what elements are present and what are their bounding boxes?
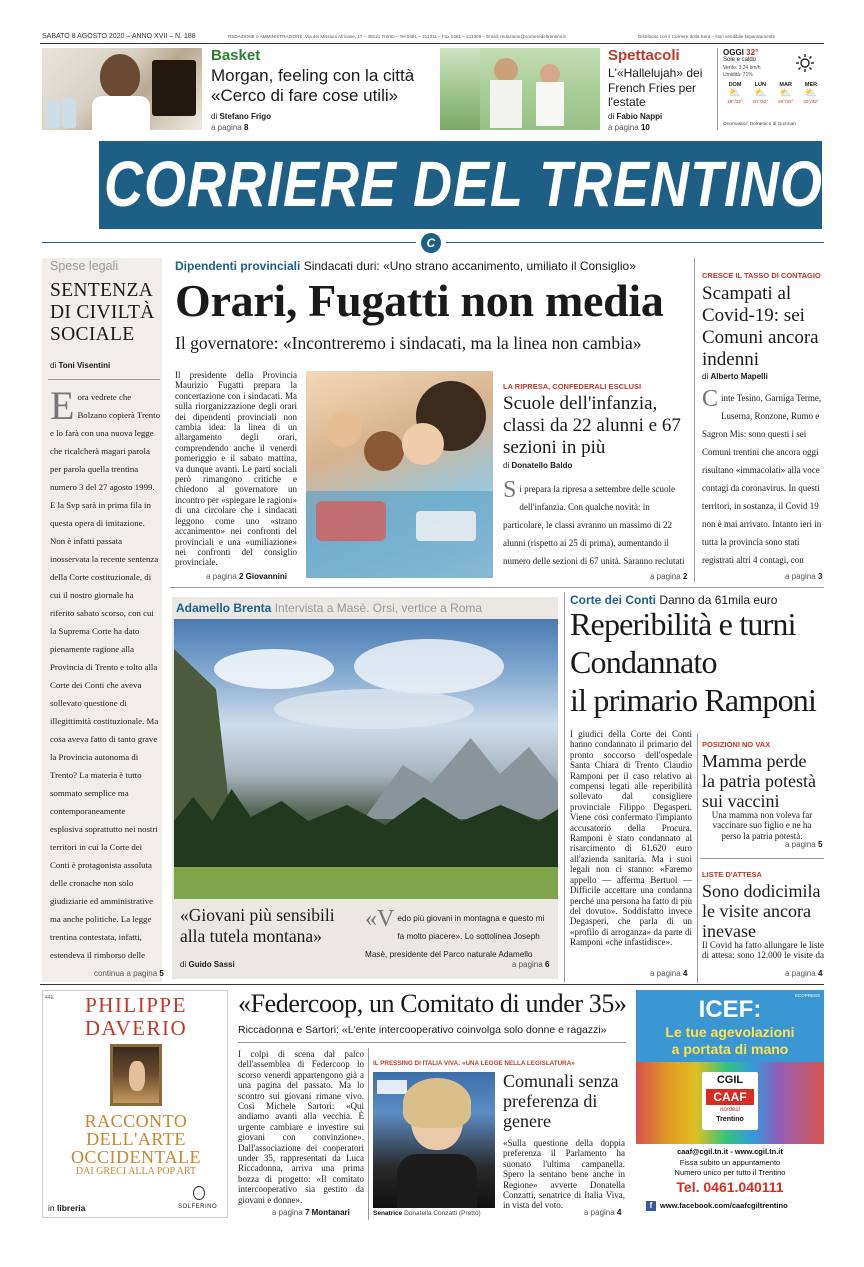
spettacoli-photo [440,48,600,130]
editorial-byline: di Toni Visentini [50,361,111,370]
editorial-dropcap: E [50,387,75,428]
school-dropcap: S [503,479,517,503]
federcoop-subtitle: Riccadonna e Sartori: «L'ente intercooperativo coinvolga solo donne e ragazzi» [238,1024,607,1036]
adamello-byline: di Guido Sassi [180,960,235,969]
corte-divider [564,592,565,982]
weather-humidity: Umidità: 71% [723,72,753,78]
teaser-spettacoli-byline: di Fabio Nappi [608,112,663,121]
partly-cloudy-icon: ⛅ [754,88,767,99]
attesa-body: Il Covid ha fatto allungare le liste di attesa: sono 12.000 le visite da [702,940,824,961]
school-body: S i prepara la ripresa a settembre delle scuole dell'infanzia. Con qualche novità: in particolare, le classi avranno un massimo di 22 alunni (rispetto ai 25 di prima), aumentando il numero delle sezioni di 67 unità. Saranno reclutati [503,479,685,566]
weather-forecast [723,82,823,105]
corte-page[interactable]: a pagina 4 [650,969,688,978]
weather-wind: Vento: 3,24 km/h [723,65,761,71]
redazione-line: REDAZIONE e AMMINISTRAZIONE: Via dei Missioni Africane, 17 – 38121 Trento – Tel 0461 – 211311 – Fax 0461 – 211309 – Email: redazione@corrieredeltrentino.it [228,34,566,39]
forecast-day: MAR ⛅ 19°/32° [774,82,798,105]
school-page[interactable]: a pagina 2 [650,572,688,581]
vax-title[interactable]: Mamma perde la patria potestà sui vaccini [702,751,816,811]
covid-title[interactable]: Scampati al Covid-19: sei Comuni ancora indenni [702,283,819,370]
school-byline: di Donatello Baldo [503,461,573,470]
icef-line2: a portata di mano [671,1041,789,1057]
attesa-kicker: LISTE D'ATTESA [702,870,762,879]
covid-dropcap: C [702,388,719,412]
teaser-basket-page: a pagina 8 [211,123,249,132]
basket-photo [42,48,202,130]
book-painting [110,1044,162,1106]
book-title: RACCONTO DELL'ARTE OCCIDENTALE [70,1111,202,1167]
editorial-kicker: Spese legali [50,259,119,273]
vax-page[interactable]: a pagina 5 [785,840,823,849]
forecast-day: MER ⛅ 20°/32° [799,82,823,105]
icef-fb[interactable]: www.facebook.com/caafcgiltrentino [660,1201,788,1210]
attesa-page[interactable]: a pagina 4 [785,969,823,978]
book-ad-code: 44E [45,995,54,1001]
attesa-title[interactable]: Sono dodicimila le visite ancora inevase [702,881,821,941]
school-kicker: LA RIPRESA, CONFEDERALI ESCLUSI [503,382,642,391]
covid-page[interactable]: a pagina 3 [785,572,823,581]
masthead-emblem: C [421,233,441,253]
publisher-logo-icon [193,1186,205,1200]
covid-byline: di Alberto Mapelli [702,372,768,381]
vax-kicker: POSIZIONI NO VAX [702,740,771,749]
teaser-spettacoli-title[interactable]: L'«Hallelujah» dei French Fries per l'estate [608,66,703,109]
federcoop-rule [238,1042,626,1043]
bottom-section-rule [40,984,824,985]
weather-today: OGGI 32° [723,48,759,57]
icef-line1: Le tue agevolazioni [665,1024,795,1040]
masthead-rule-right [446,242,824,243]
icef-title: ICEF: [698,996,762,1023]
main-headline[interactable]: Orari, Fugatti non media [175,275,664,326]
caaf-logo: CGIL CAAF nordest Trentino [702,1072,758,1130]
editorial-continue[interactable]: continua a pagina 5 [94,969,164,978]
weather-desc: Sole e caldo [723,57,757,63]
adamello-body: «V edo più giovani in montagna e questo mi fa molto piacere». Lo sottolinea Joseph Masè, presidente del Parco naturale Adamello [365,908,545,959]
icef-numero: Numero unico per tutto il Trentino [674,1168,786,1177]
partly-cloudy-icon: ⛅ [728,88,742,99]
main-page[interactable]: a pagina 2 Giovannini [206,572,287,581]
comunali-page[interactable]: a pagina 4 [584,1208,622,1217]
adamello-quote[interactable]: «Giovani più sensibili alla tutela montana» [180,905,335,946]
covid-body: C inte Tesino, Garniga Terme, Luserna, Ronzone, Rumo e Sagron Mis: sono questi i sei Comuni trentini che ancora oggi risultano «immacolati» alla voce contagi da coronavirus. In questi territori, in sostanza, il Covid 19 non è mai arrivato. Intanto ieri in tutta la provincia sono stati registrati altri 4 contagi, con [702,388,822,565]
covid-kicker: CRESCE IL TASSO DI CONTAGIO [702,271,821,280]
vax-divider [697,733,698,983]
comunali-body: «Sulla questione della doppia preferenza il Parlamento ha suonato l'ultima campanella. Spero la sentano bene anche in Regione» avverte Donatella Conzatti, senatrice di Italia Viva, in vista del voto. [503,1138,625,1210]
teaser-basket-title[interactable]: Morgan, feeling con la città «Cerco di fare cose utili» [211,66,415,105]
teaser-spettacoli-kicker: Spettacoli [608,47,680,64]
comunali-title[interactable]: Comunali senza preferenza di genere [503,1071,619,1131]
col-divider-right [694,258,695,582]
icef-web: caaf@cgil.tn.it - www.cgil.tn.it [677,1147,783,1156]
section-rule [170,587,824,588]
teaser-basket-kicker: Basket [211,47,261,64]
sun-icon [795,53,815,73]
conzatti-photo [373,1072,495,1208]
teaser-spettacoli-page: a pagina 10 [608,123,650,132]
corte-title-1[interactable]: Reperibilità e turni [570,606,796,642]
corte-title-2[interactable]: Condannato [570,644,717,680]
icef-ad[interactable] [636,990,824,1218]
school-title[interactable]: Scuole dell'infanzia, classi da 22 alunni e 67 sezioni in più [503,393,681,458]
main-subtitle: Il governatore: «Incontreremo i sindacati, ma la linea non cambia» [175,333,642,353]
federcoop-title[interactable]: «Federcoop, un Comitato di under 35» [238,989,627,1018]
editorial-title[interactable]: SENTENZA DI CIVILTÀ SOCIALE [50,280,155,345]
conzatti-caption: Senatrice Donatella Conzatti (Pretto) [373,1210,481,1217]
editorial-rule [48,379,160,380]
school-photo [306,371,493,578]
teaser-basket-byline: di Stefano Frigo [211,112,272,121]
corte-kicker: Corte dei Conti Danno da 61mila euro [570,593,778,607]
forecast-day: DOM ⛅ 19°/32° [723,82,747,105]
main-body: Il presidente della Provincia Maurizio Fugatti prepara la concertazione con i sindacati. Ma sulla riorganizzazione degli orari dei dipendenti provinciali non cambia idea: la linea di un allargamento degli orari, comprendendo anche il venerdì pomeriggio e il sabato mattina, va dunque avanti. Le parti sociali però rimangono critiche e chiedono al governatore un incontro per «spiegare le ragioni» di una circolare che i sindacati leggono come uno «strano accanimento» nei confronti del provinciali e una «umiliazione» nei confronti del consiglio provinciale. [175,370,297,568]
mountain-photo [174,619,558,899]
weather-onomastici: Onomastici: Domenico di Guzman [723,122,796,127]
federcoop-body: I colpi di scena dal palco dell'assemblea di Federcoop lo scorso venerdì appartengono già a una pagina del passato. Ma lo scontro sui giovani rimane vivo. Così Michele Sartori: «Qui andiamo avanti alla vecchia. È urgente cambiare e investire sui giovani con convinzione». Dall'associazione dei cooperatori under 35, rappresentati da Luca Riccadonna, arriva una prima bozza di progetto: «Il comitato intercooperativo sia gestito da giovani e donne». [238,1049,364,1205]
top-rule [40,43,824,44]
facebook-icon: f [646,1201,656,1211]
comunali-divider [368,1048,369,1220]
weather-divider [717,48,718,130]
book-subtitle: DAI GRECI ALLA POP ART [75,1166,197,1177]
adamello-kicker: Adamello Brenta Intervista a Masè. Orsi, vertice a Roma [176,601,483,615]
partly-cloudy-icon: ⛅ [804,88,818,99]
adamello-page[interactable]: a pagina 6 [512,960,550,969]
book-publisher: SOLFERINO [178,1204,218,1210]
vax-body: Una mamma non voleva far vaccinare suo figlio e ne ha perso la patria potestà. [711,810,813,841]
partly-cloudy-icon: ⛅ [779,88,792,99]
corte-body: I giudici della Corte dei Conti hanno condannato il primario del pronto soccorso dell'ospedale Santa Chiara di Trento Claudio Ramponi per il caso relativo ai compensi legati alle reperibilità sollevato dal consigliere provinciale Filippo Degasperi. Viene così confermato l'impianto accusatorio della Procura. Ramponi è stato condannato al risarcimento di 61.620 euro all'azienda sanitaria. Ma i suoi legali non ci stanno: «Faremo appello — afferma Bertuol — Difficile accettare una condanna perché una persona ha fatto di più del dovuto». Soddisfatto invece Degasperi, che parla di un «profilo di arroganza» da parte di Ramponi «che infastidisce». [570,729,692,948]
adamello-dropcap: «V [365,908,395,932]
icef-fissa: Fissa subito un appuntamento [679,1158,781,1167]
federcoop-page[interactable]: a pagina 7 Montanari [272,1208,350,1217]
vax-rule [700,858,824,859]
icef-tel[interactable]: Tel. 0461.040111 [650,1179,810,1196]
distribuito-line: Distribuito con il Corriere della Sera – Non vendibile separatamente [638,34,776,39]
icef-badge: ECOPRESS [794,993,820,998]
editorial-body: E ora vedrete che Bolzano copierà Trento e lo farà con una nuova legge che ricalcherà magari parola per parola quella trentina numero 3 del 27 agosto 1999. E la Svp sarà in prima fila in questa opera di imitazione. Non è infatti passata inosservata la recente sentenza della Corte costituzionale, di cui il nostro giornale ha riferito sabato scorso, con cui la Suprema Corte ha dato pienamente ragione alla Provincia di Trento e tolto alla Corte dei Conti che aveva sollevato questione di illegittimità costituzionale. Ma cosa aveva fatto di tanto grave la Provincia autonoma di Trento? La materia è tutto sommato semplice ma contemporaneamente esplosiva soprattutto nei nostri territori in cui la Corte dei Conti è protagonista assoluta delle cronache non solo giudiziarie ed amministrative ma anche politiche. La legge trentina contestata, infatti, estendeva il rimborso delle [50,387,160,960]
comunali-kicker: IL PRESSING DI ITALIA VIVA: «UNA LEGGE NELLA LEGISLATURA» [373,1060,575,1067]
main-kicker: Dipendenti provinciali Sindacati duri: «Uno strano accanimento, umiliato il Consiglio» [175,259,636,273]
forecast-day: LUN ⛅ 20°/32° [748,82,772,105]
corte-title-3[interactable]: il primario Ramponi [570,682,817,718]
book-in-libreria: in libreria [48,1203,86,1213]
date-line: SABATO 8 AGOSTO 2020 – ANNO XVII – N. 188 [42,33,196,40]
book-author: PHILIPPE DAVERIO [84,993,188,1040]
masthead-title[interactable]: CORRIERE DEL TRENTINO [104,149,824,221]
masthead-rule-left [42,242,416,243]
